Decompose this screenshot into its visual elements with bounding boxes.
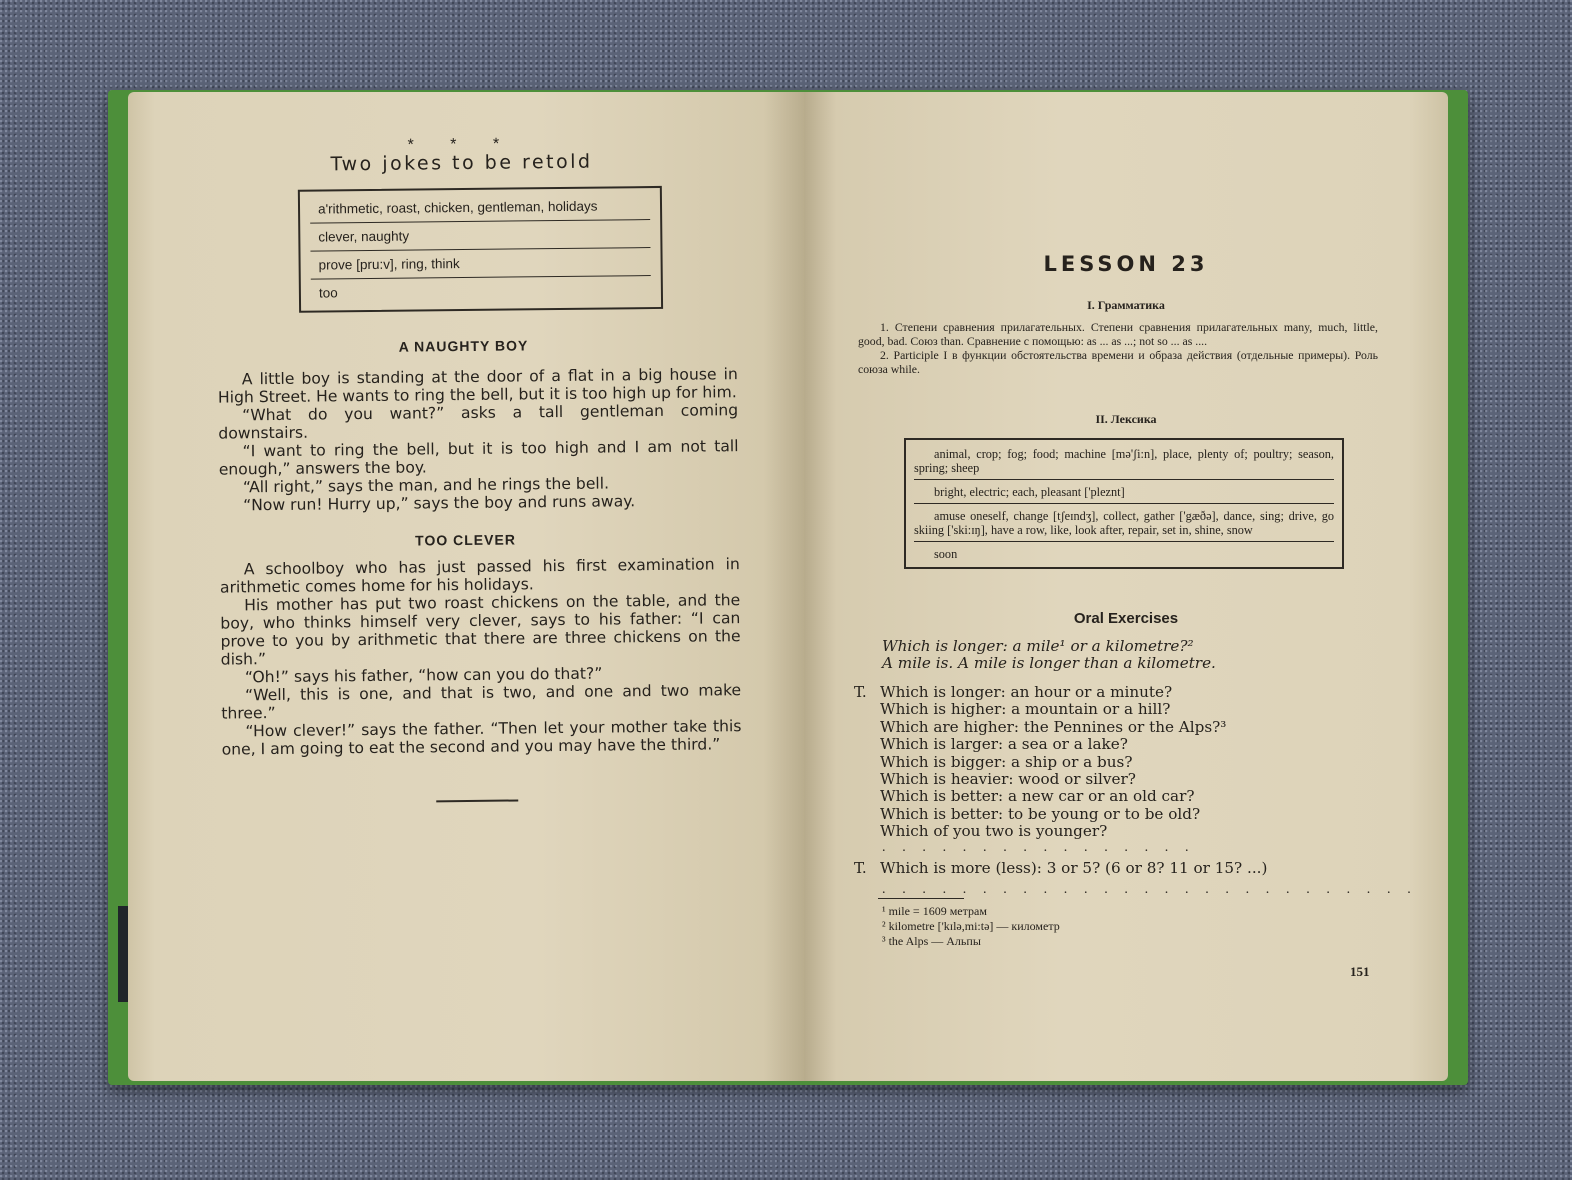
page-number: 151 bbox=[1350, 964, 1370, 979]
question-item: Which of you two is younger? bbox=[880, 822, 1108, 841]
story-naughty-boy-text bbox=[218, 365, 739, 514]
dotted-line: . . . . . . . . . . . . . . . . bbox=[882, 840, 1196, 855]
grammar-item: 2. Participle I в функции обстоятельства времени и образа действия (отдельные примеры). Роль союза while. bbox=[858, 348, 1378, 376]
question-item: Which is higher: a mountain or a hill? bbox=[880, 700, 1171, 719]
question-item: Which is better: to be young or to be old? bbox=[880, 804, 1201, 823]
grammar-heading: I. Грамматика bbox=[1087, 298, 1165, 312]
footnote-rule bbox=[878, 898, 964, 899]
paragraph: “Well, this is one, and that is two, and one and two make three.” bbox=[221, 681, 742, 723]
question-list bbox=[854, 684, 1414, 841]
footnote: ³ the Alps — Альпы bbox=[882, 934, 981, 948]
jokes-title: Two jokes to be retold bbox=[330, 150, 593, 176]
paragraph: “Now run! Hurry up,” says the boy and runs away. bbox=[243, 492, 636, 515]
left-page bbox=[128, 92, 804, 1081]
footnote: ¹ mile = 1609 метрам bbox=[882, 904, 987, 918]
paragraph: His mother has put two roast chickens on the table, and the boy, who thinks himself very clever, says to his father: “I can prove to you by arithmetic that there are three chickens on the dish.” bbox=[220, 591, 741, 669]
vocab-row: a'rithmetic, roast, chicken, gentleman, holidays bbox=[310, 192, 650, 224]
question-item: Which is bigger: a ship or a bus? bbox=[880, 752, 1133, 771]
story-title-naughty-boy: A NAUGHTY BOY bbox=[398, 337, 529, 355]
footnotes bbox=[882, 904, 1060, 949]
example-question: Which is longer: a mile¹ or a kilometre?² bbox=[882, 637, 1194, 655]
grammar-text bbox=[858, 320, 1378, 376]
open-book bbox=[108, 86, 1468, 1091]
paragraph: “All right,” says the man, and he rings the bell. bbox=[242, 474, 610, 497]
story-too-clever-text bbox=[220, 555, 742, 758]
paragraph: “How clever!” says the father. “Then let your mother take this one, I am going to eat the second and you may have the third.” bbox=[221, 717, 742, 759]
oral-exercises-title: Oral Exercises bbox=[1073, 610, 1179, 627]
dotted-line: . . . . . . . . . . . . . . . . . . . . . . . . . . . bbox=[882, 882, 1418, 897]
question-item: T. Which is longer: an hour or a minute? bbox=[854, 683, 1173, 701]
question-item: Which are higher: the Pennines or the Alps?³ bbox=[880, 717, 1227, 736]
grammar-item: 1. Степени сравнения прилагательных. Степени сравнения прилагательных many, much, little, good, bad. Союз than. Сравнение с помощью: as ... as ...; not so ... as .... bbox=[858, 320, 1378, 348]
example-dialogue bbox=[882, 638, 1382, 672]
vocab-row: too bbox=[318, 285, 338, 301]
lexis-row: animal, crop; fog; food; machine [mə'ʃi:n], place, plenty of; poultry; season, spring; sheep bbox=[914, 442, 1334, 480]
lexis-row: amuse oneself, change [tʃeɪndʒ], collect, gather ['gæðə], dance, sing; drive, go skiing ['ski:ɪŋ], have a row, like, look after, repair, set in, shine, snow bbox=[914, 504, 1334, 542]
question-item: Which is heavier: wood or silver? bbox=[880, 770, 1136, 789]
paragraph: A schoolboy who has just passed his first examination in arithmetic comes home for his holidays. bbox=[219, 555, 740, 597]
paragraph: “Oh!” says his father, “how can you do that?” bbox=[244, 664, 603, 687]
teacher-label: T. bbox=[854, 683, 867, 701]
vocab-row: clever, naughty bbox=[310, 220, 650, 252]
question-item: T. Which is more (less): 3 or 5? (6 or 8? 11 or 15? ...) bbox=[854, 859, 1268, 877]
example-answer: A mile is. A mile is longer than a kilometre. bbox=[882, 654, 1216, 672]
right-page bbox=[804, 92, 1448, 1081]
vocab-row: prove [pru:v], ring, think bbox=[310, 248, 650, 280]
lexis-box bbox=[904, 438, 1344, 569]
vocabulary-box bbox=[298, 186, 663, 313]
paragraph: A little boy is standing at the door of a flat in a big house in High Street. He wants to ring the bell, but it is too high up for him. bbox=[217, 365, 738, 407]
question-item: Which is better: a new car or an old car? bbox=[880, 787, 1195, 806]
footnote: ² kilometre ['kɪlə,mi:tə] — километр bbox=[882, 919, 1060, 933]
teacher-label: T. bbox=[854, 859, 867, 877]
question-2 bbox=[854, 860, 1414, 877]
paragraph: “I want to ring the bell, but it is too high and I am not tall enough,” answers the boy. bbox=[218, 437, 739, 479]
question-item: Which is larger: a sea or a lake? bbox=[880, 735, 1128, 754]
lexis-row: soon bbox=[934, 547, 958, 561]
lexis-heading: II. Лексика bbox=[1095, 412, 1157, 426]
paragraph: “What do you want?” asks a tall gentleman coming downstairs. bbox=[218, 401, 739, 443]
story-title-too-clever: TOO CLEVER bbox=[415, 531, 516, 549]
section-stars: * * * bbox=[407, 135, 516, 154]
lesson-title: LESSON 23 bbox=[1043, 252, 1209, 276]
end-rule bbox=[436, 799, 518, 802]
lexis-row: bright, electric; each, pleasant ['pleznt] bbox=[914, 480, 1334, 504]
